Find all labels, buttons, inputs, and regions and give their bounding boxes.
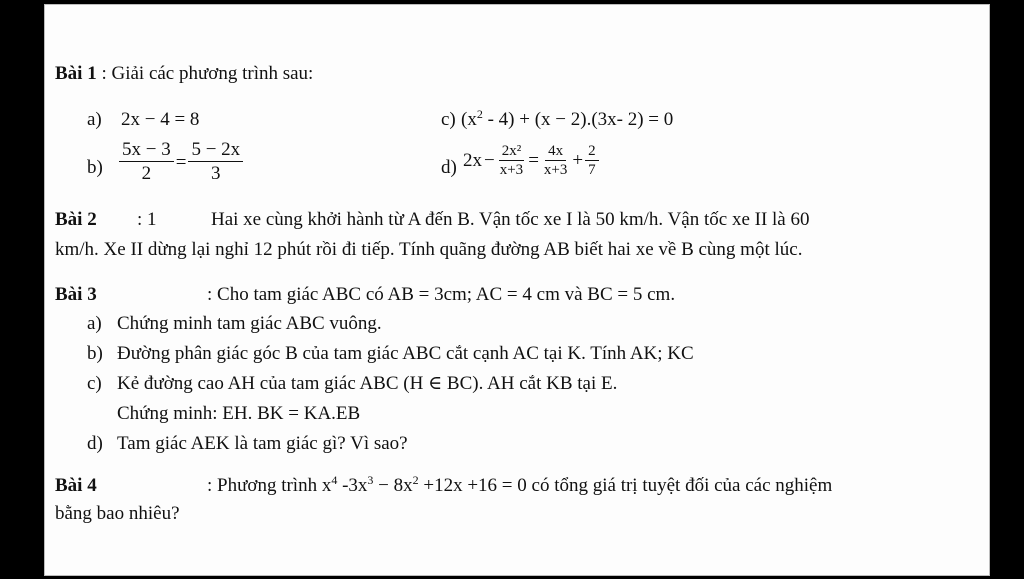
bai1-c-label: c) — [441, 109, 456, 130]
bai1-d-f3-denominator: 7 — [588, 162, 596, 178]
bai4-pre: : Phương trình x — [207, 475, 332, 496]
bai1-c-equation — [461, 109, 673, 131]
bai1-b-left-fraction — [119, 139, 174, 186]
bai4-exp-2: 2 — [412, 473, 419, 487]
bai3-item-b-label: b) — [87, 343, 103, 364]
bai1-d-equation — [463, 143, 599, 179]
bai4-line1 — [207, 475, 832, 497]
bai1-c-part2: - 4) + (x − 2).(3x- 2) = 0 — [482, 109, 674, 130]
bai4-exp-4: 4 — [331, 473, 338, 487]
bai2-heading: Bài 2 — [55, 209, 97, 230]
bai3-item-c-label: c) — [87, 373, 102, 394]
bai1-b-left-numerator: 5x − 3 — [119, 139, 174, 162]
bai2-mark: : 1 — [137, 209, 157, 230]
bai3-heading: Bài 3 — [55, 284, 97, 305]
bai2-line2: km/h. Xe II dừng lại nghỉ 12 phút rồi đi tiếp. Tính quãng đường AB biết hai xe về B cùng một lúc. — [55, 239, 803, 260]
bai3-item-d-label: d) — [87, 433, 103, 454]
bai4-heading: Bài 4 — [55, 475, 97, 496]
bai1-b-label: b) — [87, 157, 103, 178]
bai1-d-label: d) — [441, 157, 457, 178]
bai1-d-minus: − — [484, 150, 495, 171]
bai4-exp-3: 3 — [367, 473, 374, 487]
bai1-d-f1-numerator: 2x² — [499, 143, 525, 161]
bai1-d-lead: 2x — [463, 150, 482, 171]
bai1-d-f3-numerator: 2 — [585, 143, 599, 161]
bai4-term-8x: − 8x — [373, 475, 413, 496]
bai4-post: +12x +16 = 0 có tổng giá trị tuyệt đối của các nghiệm — [418, 475, 833, 496]
bai1-b-right-numerator: 5 − 2x — [188, 139, 243, 162]
bai1-d-equals: = — [528, 150, 539, 171]
bai1-d-f2-numerator: 4x — [545, 143, 566, 161]
bai1-title-line — [55, 63, 313, 85]
bai1-d-f1-denominator: x+3 — [499, 162, 524, 178]
bai3-item-a-label: a) — [87, 313, 102, 334]
bai3-item-c-proof: Chứng minh: EH. BK = KA.EB — [117, 403, 361, 424]
bai4-line2: bằng bao nhiêu? — [55, 503, 180, 524]
bai1-instruction: : Giải các phương trình sau: — [101, 63, 314, 84]
bai1-d-f2-denominator: x+3 — [543, 162, 568, 178]
bai1-d-fraction-2 — [541, 143, 570, 179]
bai1-b-equation — [119, 139, 243, 186]
bai1-a-equation: 2x − 4 = 8 — [121, 109, 200, 130]
bai3-item-c-text: Kẻ đường cao AH của tam giác ABC (H ∈ BC). AH cắt KB tại E. — [117, 373, 618, 394]
bai1-c-exponent: 2 — [476, 107, 483, 121]
bai1-b-right-fraction — [188, 139, 243, 186]
bai1-a-label: a) — [87, 109, 102, 130]
bai1-b-right-denominator: 3 — [211, 163, 221, 184]
bai1-heading: Bài 1 — [55, 63, 97, 84]
bai2-line1: Hai xe cùng khởi hành từ A đến B. Vận tốc xe I là 50 km/h. Vận tốc xe II là 60 — [211, 209, 810, 230]
bai1-d-plus: + — [572, 150, 584, 171]
bai3-item-b-text: Đường phân giác góc B của tam giác ABC cắt cạnh AC tại K. Tính AK; KC — [117, 343, 694, 364]
bai1-c-part1: (x — [461, 109, 477, 130]
bai1-b-left-denominator: 2 — [141, 163, 152, 184]
bai1-d-fraction-3 — [585, 143, 599, 179]
bai3-item-d-text: Tam giác AEK là tam giác gì? Vì sao? — [117, 433, 408, 454]
bai1-b-equals: = — [175, 151, 187, 173]
document-page — [44, 4, 990, 576]
bai4-term-3x: -3x — [337, 475, 368, 496]
bai1-d-fraction-1 — [497, 143, 526, 179]
bai3-item-a-text: Chứng minh tam giác ABC vuông. — [117, 313, 382, 334]
bai3-intro: : Cho tam giác ABC có AB = 3cm; AC = 4 cm và BC = 5 cm. — [207, 284, 676, 305]
